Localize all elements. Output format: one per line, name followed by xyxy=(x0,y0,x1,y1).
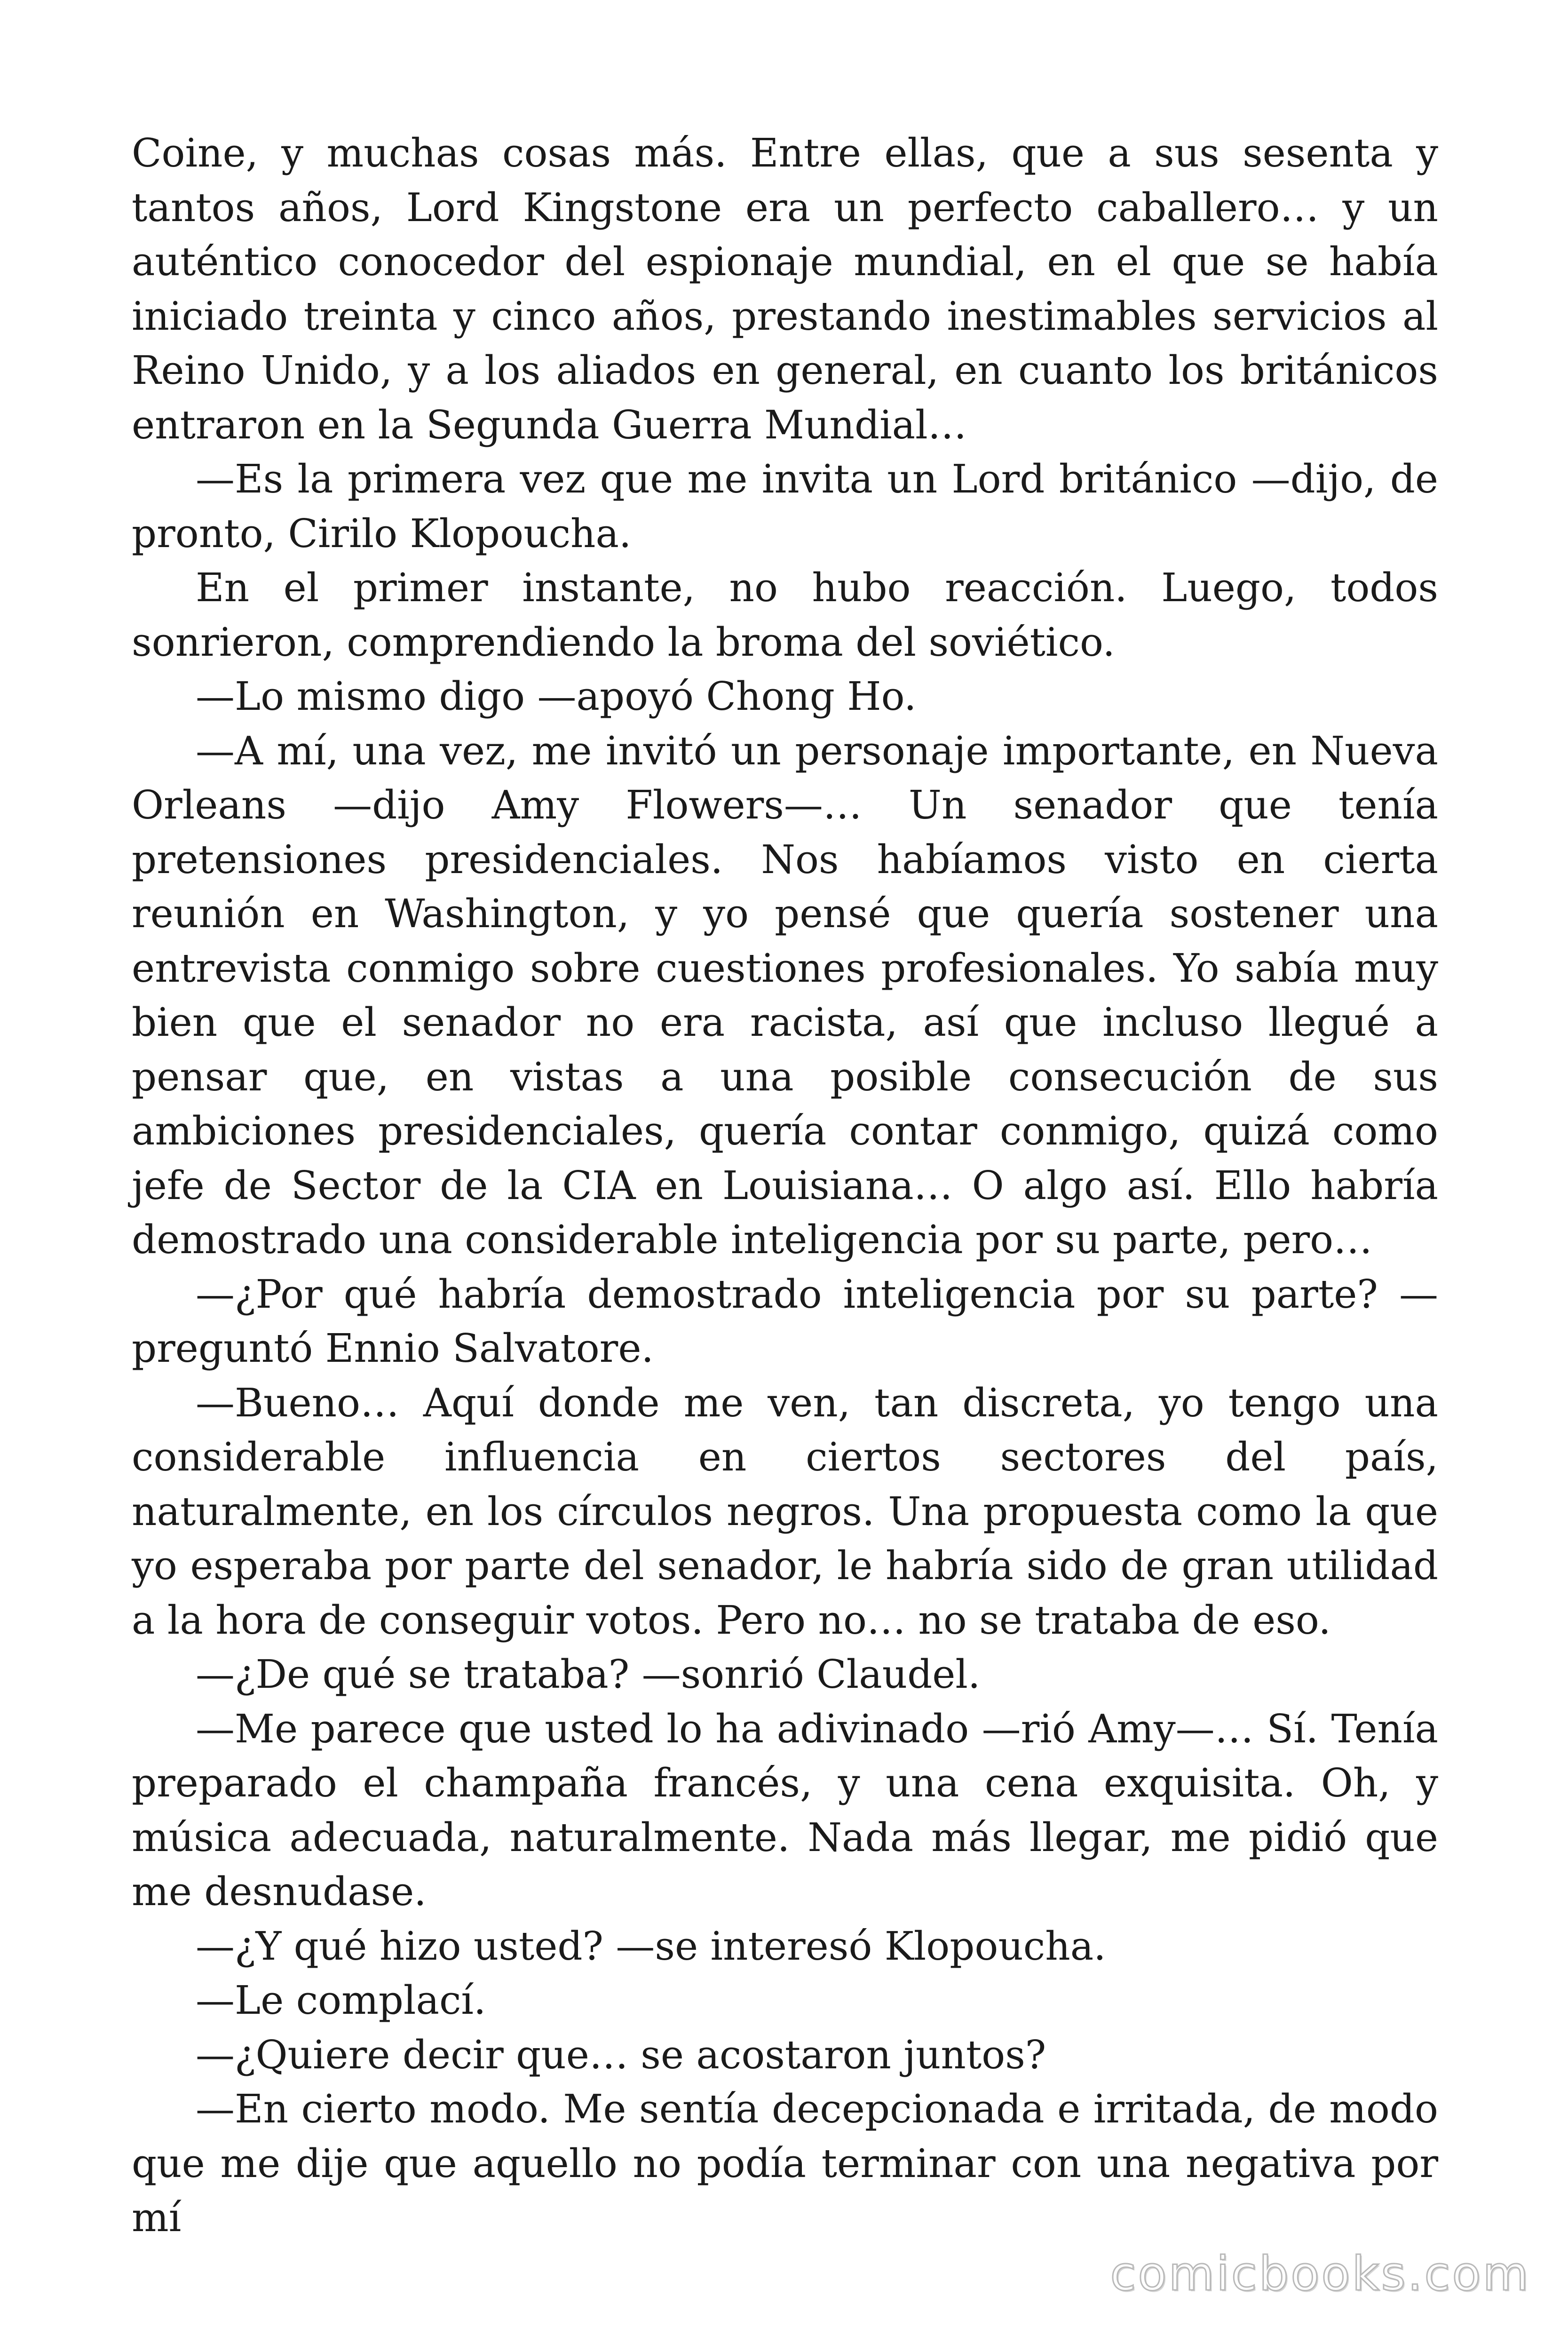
paragraph: —Me parece que usted lo ha adivinado —rió Amy—… Sí. Tenía preparado el champaña francés, y una cena exquisita. Oh, y música adecuada, naturalmente. Nada más llegar, me pidió que me desnudase. xyxy=(132,1706,1438,1915)
paragraph: —En cierto modo. Me sentía decepcionada e irritada, de modo que me dije que aquello no podía terminar con una negativa por mí xyxy=(132,2086,1438,2241)
paragraph: —Bueno… Aquí donde me ven, tan discreta, yo tengo una considerable influencia en ciertos sectores del país, naturalmente, en los círculos negros. Una propuesta como la que yo esperaba por parte del senador, le habría sido de gran utilidad a la hora de conseguir votos. Pero no… no se trataba de eso. xyxy=(132,1380,1438,1643)
paragraph: —¿De qué se trataba? —sonrió Claudel. xyxy=(196,1652,981,1697)
paragraph: —A mí, una vez, me invitó un personaje importante, en Nueva Orleans —dijo Amy Flowers—… Un senador que tenía pretensiones presidenciales. Nos habíamos visto en cierta reunión en Washington, y yo pensé que quería sostener una entrevista conmigo sobre cuestiones profesionales. Yo sabía muy bien que el senador no era racista, así que incluso llegué a pensar que, en vistas a una posible consecución de sus ambiciones presidenciales, quería contar conmigo, quizá como jefe de Sector de la CIA en Louisiana… O algo así. Ello habría demostrado una considerable inteligencia por su parte, pero… xyxy=(132,728,1438,1263)
paragraph: En el primer instante, no hubo reacción. Luego, todos sonrieron, comprendiendo la broma del soviético. xyxy=(132,565,1438,665)
paragraph: —¿Por qué habría demostrado inteligencia por su parte? —preguntó Ennio Salvatore. xyxy=(132,1271,1438,1371)
watermark: comicbooks.com xyxy=(1110,2246,1530,2301)
paragraph: —¿Quiere decir que… se acostaron juntos? xyxy=(196,2032,1046,2078)
paragraph: —Le complací. xyxy=(196,1978,486,2023)
paragraph: Coine, y muchas cosas más. Entre ellas, que a sus sesenta y tantos años, Lord Kingstone era un perfecto caballero… y un auténtico conocedor del espionaje mundial, en el que se había iniciado treinta y cinco años, prestando inestimables servicios al Reino Unido, y a los aliados en general, en cuanto los británicos entraron en la Segunda Guerra Mundial… xyxy=(132,130,1438,448)
paragraph: —Es la primera vez que me invita un Lord británico —dijo, de pronto, Cirilo Klopoucha. xyxy=(132,456,1438,556)
body-text xyxy=(132,126,1438,2245)
paragraph: —¿Y qué hizo usted? —se interesó Klopoucha. xyxy=(196,1923,1106,1969)
paragraph: —Lo mismo digo —apoyó Chong Ho. xyxy=(196,674,917,719)
